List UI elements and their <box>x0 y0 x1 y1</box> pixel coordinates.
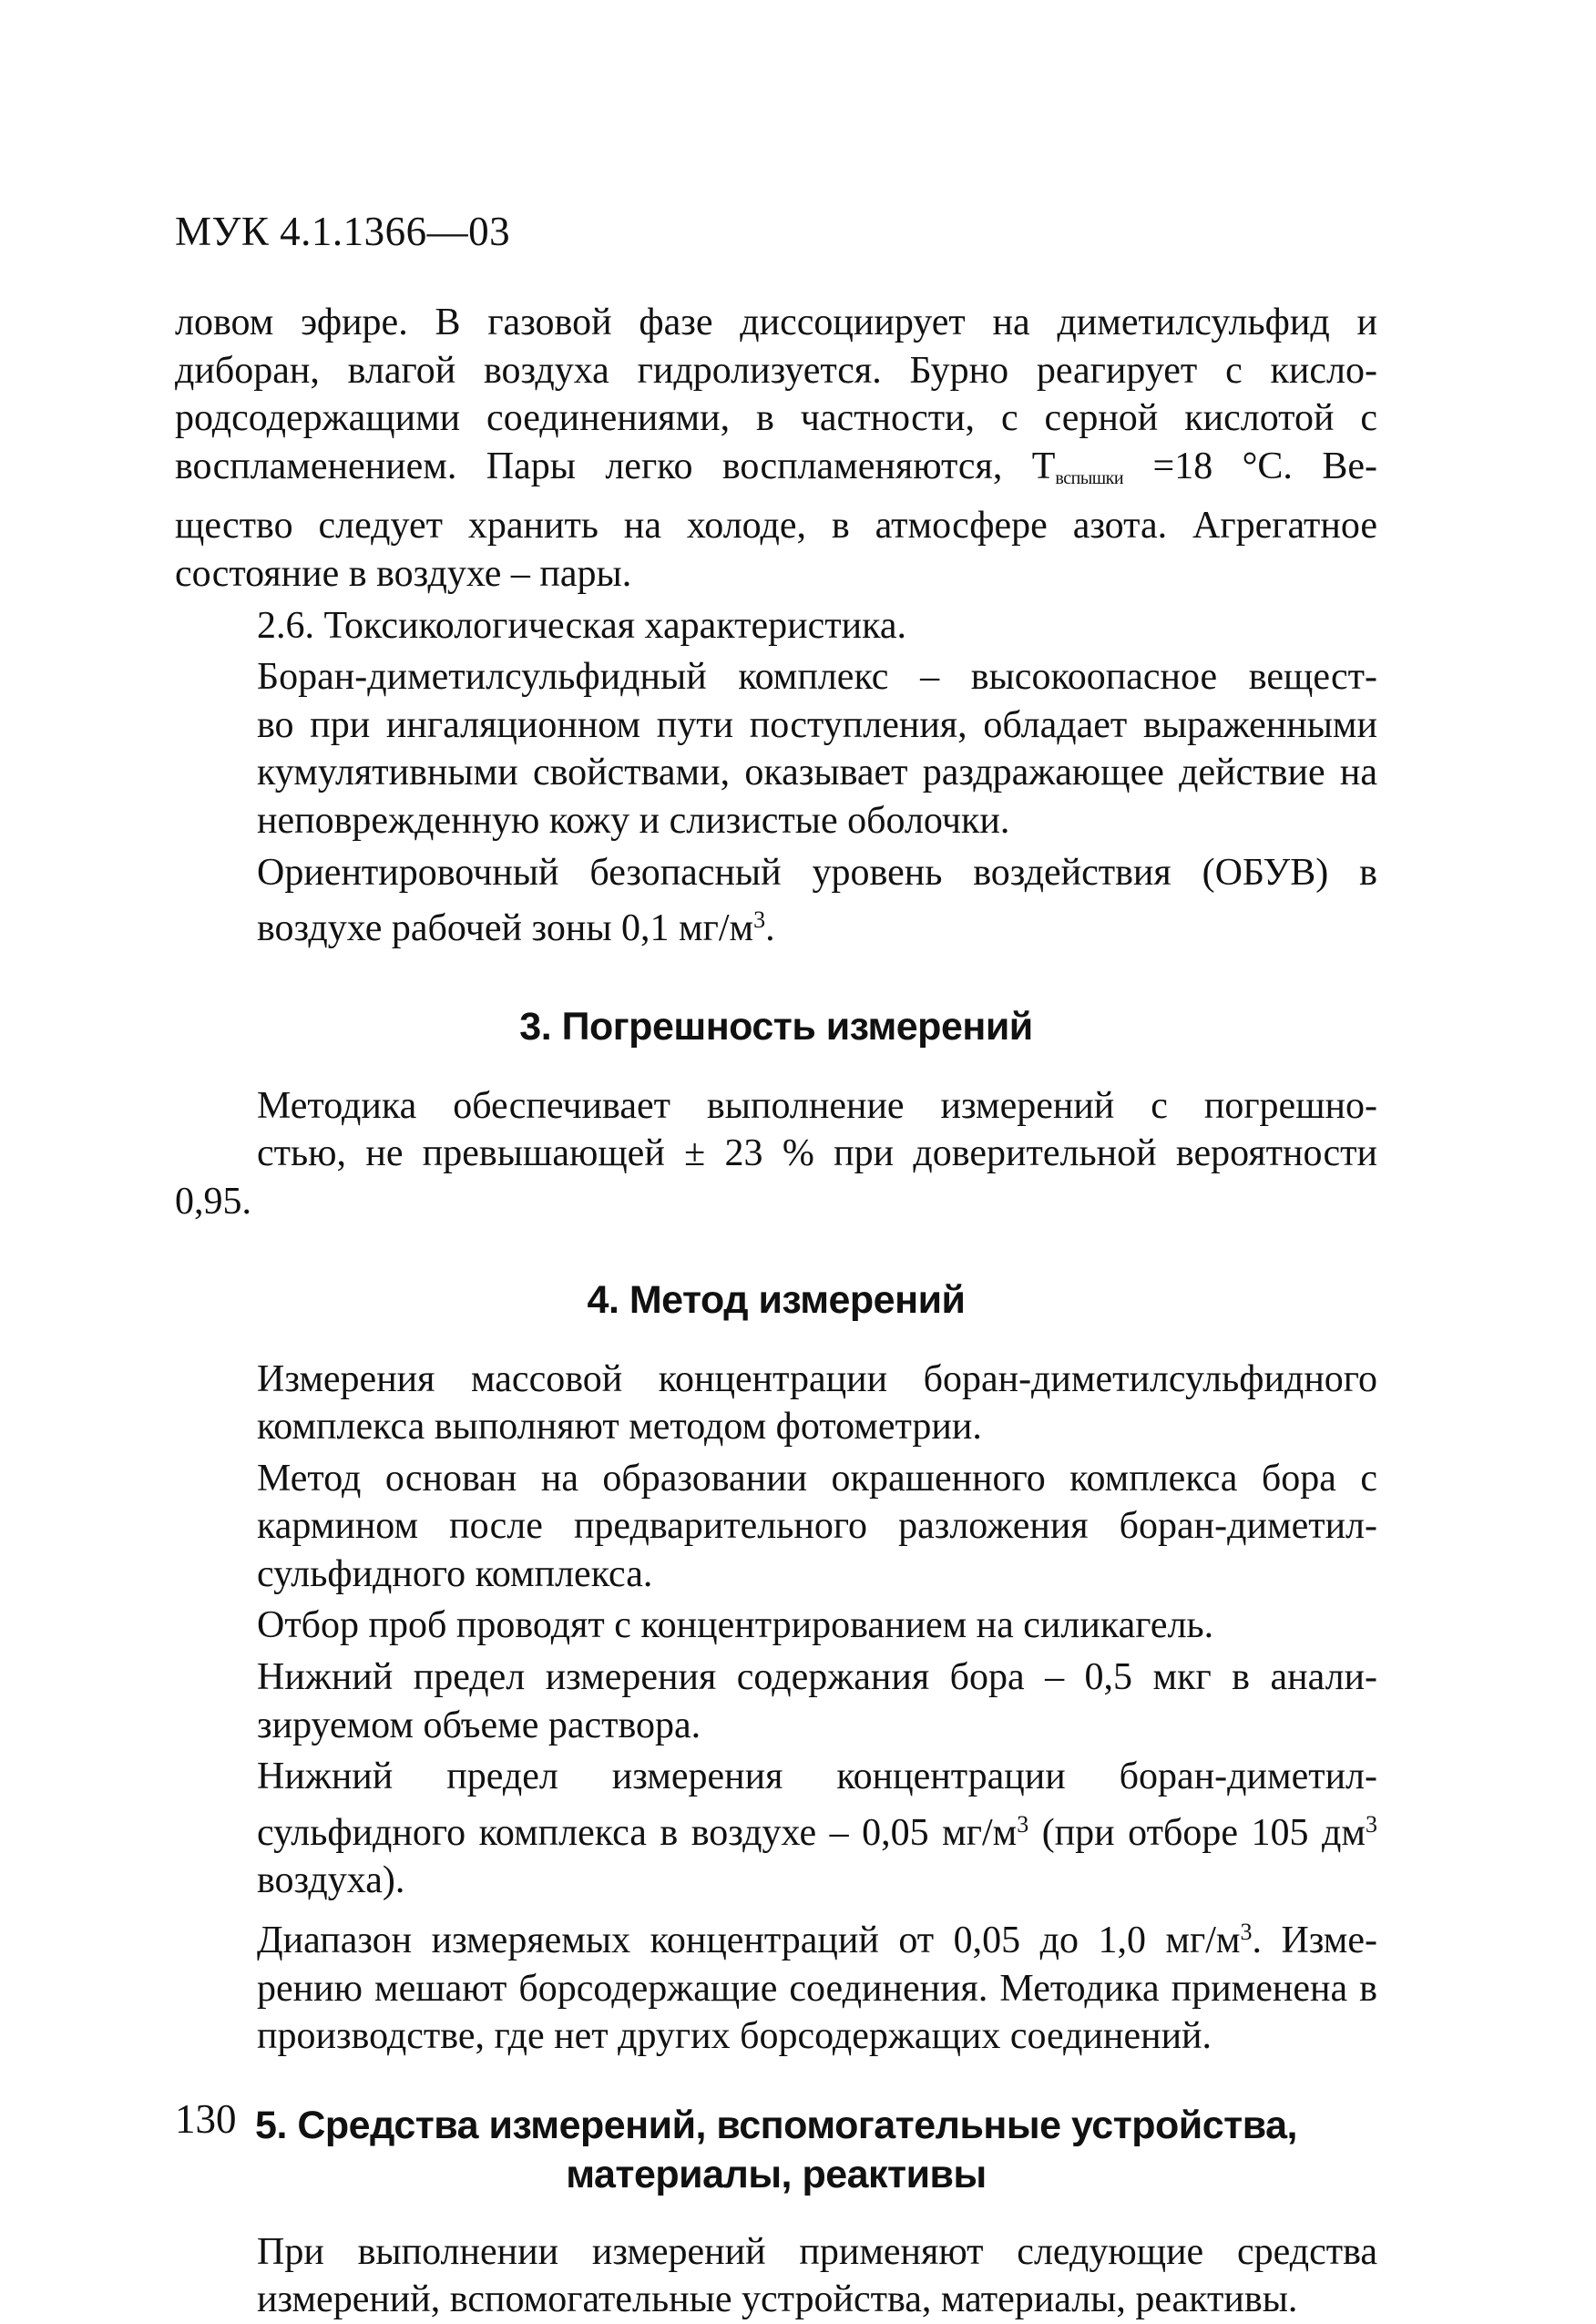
text-line: зируемом объеме раствора. <box>257 1704 701 1746</box>
text-line: Измерения массовой концентрации боран-диметилсульфидного <box>257 1357 1377 1400</box>
superscript: 3 <box>1365 1810 1377 1838</box>
subscript: вспышки <box>1055 467 1124 488</box>
text-line: воздуха). <box>257 1859 405 1902</box>
text-fragment: . <box>765 907 775 950</box>
text-line <box>175 1909 1377 1965</box>
paragraph-error <box>175 1082 1377 1226</box>
text-line: Нижний предел измерения содержания бора – 0,5 мкг в анали- <box>257 1656 1377 1699</box>
text-line: диборан, влагой воздуха гидролизуется. Бурно реагирует с кисло- <box>175 349 1377 392</box>
paragraph-physical-properties <box>175 299 1377 599</box>
paragraph-range <box>175 1909 1377 2061</box>
paragraph-toxicology <box>175 653 1377 845</box>
paragraph-lower-limit-air <box>175 1753 1377 1905</box>
paragraph-sampling: Отбор проб проводят с концентрированием на силикагель. <box>257 1604 1214 1647</box>
text-fragment: . Изме- <box>1252 1920 1377 1962</box>
section-heading-instruments <box>175 2101 1377 2199</box>
text-line: Боран-диметилсульфидный комплекс – высокоопасное вещест- <box>257 656 1377 699</box>
text-line: комплекса выполняют методом фотометрии. <box>257 1406 982 1449</box>
text-line <box>175 1801 1377 1858</box>
section-heading-error: 3. Погрешность измерений <box>519 1004 1033 1049</box>
superscript: 3 <box>753 906 766 934</box>
text-line <box>175 896 1377 953</box>
text-fragment: Диапазон измеряемых концентраций от 0,05 до 1,0 мг/м <box>257 1920 1241 1962</box>
text-line: производстве, где нет других борсодержащих соединений. <box>257 2015 1212 2058</box>
text-line: Метод основан на образовании окрашенного комплекса бора с <box>257 1457 1377 1500</box>
running-head: МУК 4.1.1366—03 <box>175 209 511 254</box>
superscript: 3 <box>1017 1810 1029 1838</box>
text-line: измерений, вспомогательные устройства, материалы, реактивы. <box>257 2278 1298 2321</box>
text-fragment: (при отборе 105 дм <box>1028 1811 1366 1854</box>
text-line: ловом эфире. В газовой фазе диссоциирует на диметилсульфид и <box>175 302 1377 343</box>
text-fragment: воздухе рабочей зоны 0,1 мг/м <box>257 907 754 950</box>
body-text <box>175 299 1377 2324</box>
text-line: родсодержащими соединениями, в частности, с серной кислотой с <box>175 397 1377 440</box>
page-number: 130 <box>175 2096 237 2142</box>
text-line: При выполнении измерений применяют следующие средства <box>257 2230 1377 2273</box>
paragraph-instruments <box>175 2228 1377 2324</box>
heading-line: 5. Средства измерений, вспомогательные устройства, <box>255 2103 1297 2147</box>
text-line: Нижний предел измерения концентрации боран-диметил- <box>257 1756 1377 1798</box>
text-line: щество следует хранить на холоде, в атмосфере азота. Агрегатное <box>175 505 1377 548</box>
text-fragment: воспламенением. Пары легко воспламеняются, Т <box>175 445 1056 487</box>
paragraph-obuv <box>175 849 1377 953</box>
text-line: сульфидного комплекса. <box>257 1552 653 1595</box>
superscript: 3 <box>1240 1919 1253 1946</box>
text-line: состояние в воздухе – пары. <box>175 552 632 595</box>
paragraph-method-intro <box>175 1356 1377 1451</box>
text-line: стью, не превышающей ± 23 % при доверительной вероятности 0,95. <box>175 1132 1377 1223</box>
text-line: неповрежденную кожу и слизистые оболочки. <box>257 799 1010 842</box>
text-line: рению мешают борсодержащие соединения. Методика применена в <box>257 1967 1377 2010</box>
text-line: кармином после предварительного разложения боран-диметил- <box>257 1505 1377 1548</box>
text-line: Методика обеспечивает выполнение измерений с погрешно- <box>257 1084 1377 1127</box>
text-line-flash-point <box>175 443 1377 503</box>
text-line: кумулятивными свойствами, оказывает раздражающее действие на <box>257 752 1377 794</box>
subsection-heading-toxicology: 2.6. Токсикологическая характеристика. <box>257 604 906 647</box>
text-line: Ориентировочный безопасный уровень воздействия (ОБУВ) в <box>257 851 1377 894</box>
text-fragment: сульфидного комплекса в воздухе – 0,05 мг/м <box>257 1811 1018 1854</box>
heading-line: материалы, реактивы <box>566 2152 987 2196</box>
text-fragment: =18 °С. Ве- <box>1123 445 1377 487</box>
text-line: во при ингаляционном пути поступления, обладает выраженными <box>257 703 1377 746</box>
paragraph-lower-limit-boron <box>175 1653 1377 1749</box>
section-heading-method: 4. Метод измерений <box>587 1277 966 1322</box>
paragraph-method-basis <box>175 1455 1377 1599</box>
